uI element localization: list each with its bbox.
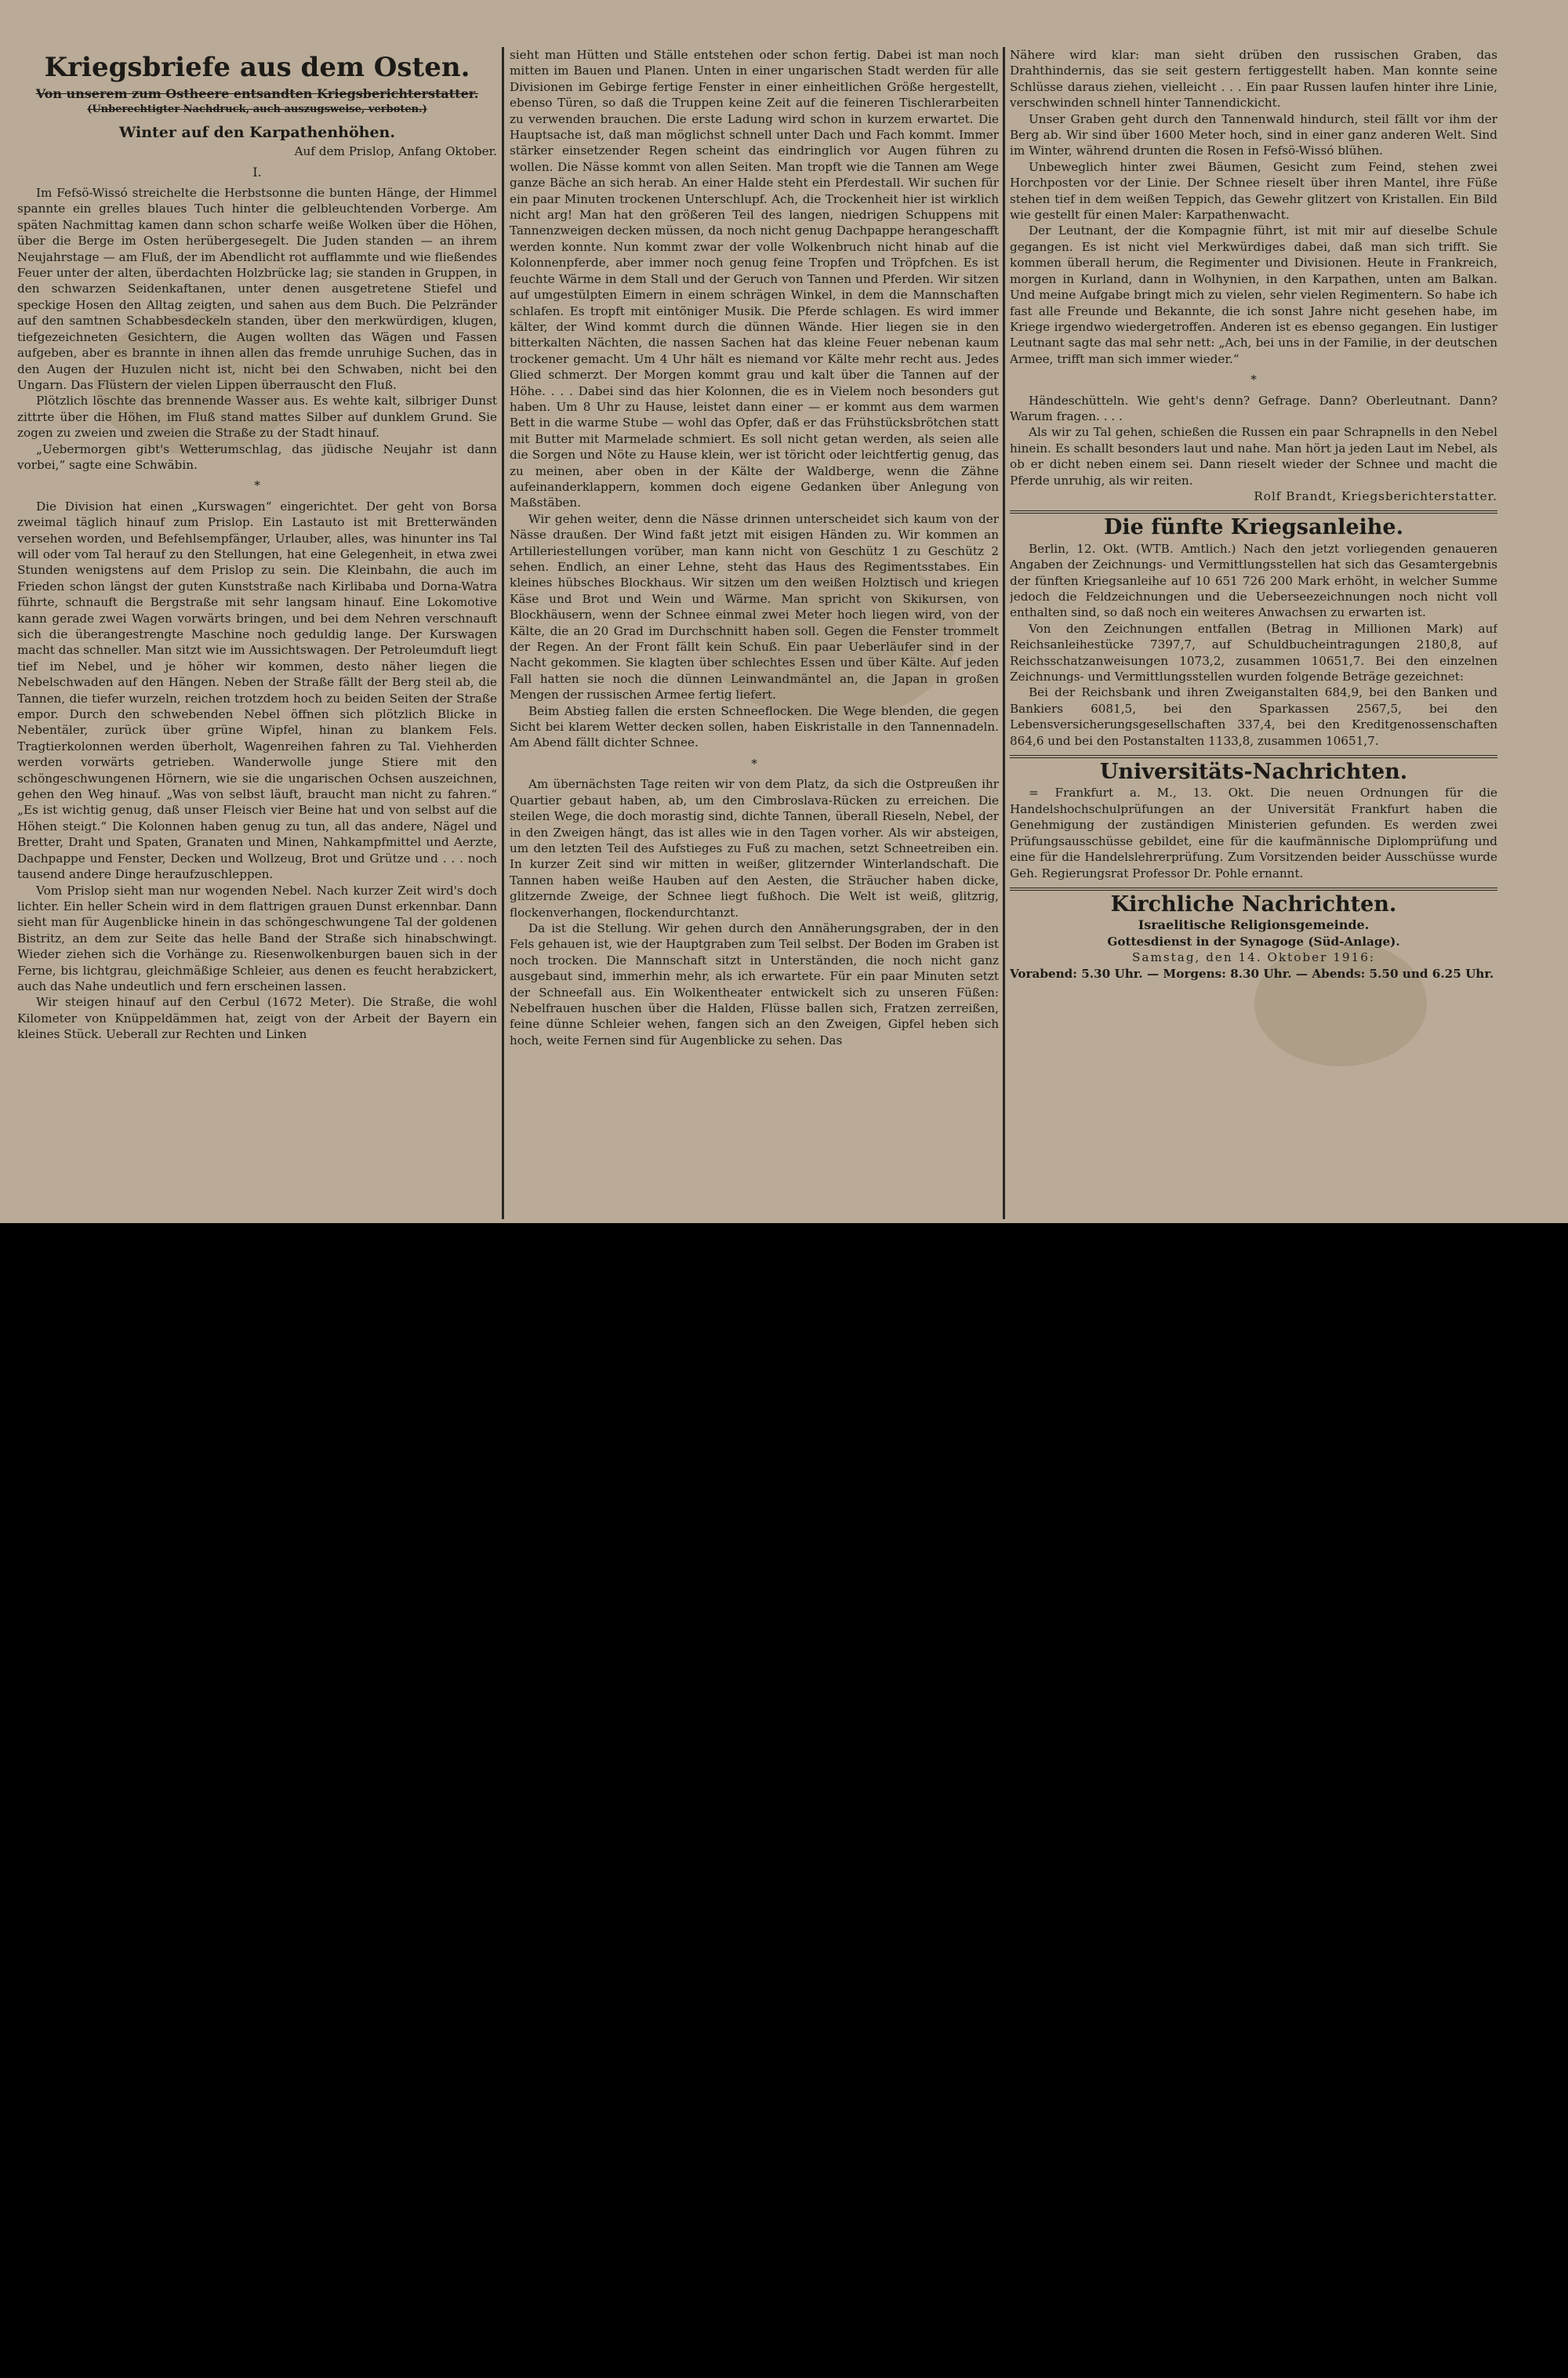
paragraph: Wir steigen hinauf auf den Cerbul (1672 Meter). Die Straße, die wohl Kilometer von Knüppeldämmen hat, zeigt von der Arbeit der Bayern ein kleines Stück. Ueberall zur Rechten und Linken: [17, 995, 497, 1042]
paragraph: sieht man Hütten und Ställe entstehen oder schon fertig. Dabei ist man noch mitten im Bauen und Planen. Unten in einer ungarischen Stadt werden für alle Divisionen im Gebirge fertige Fenster in einer einheitlichen Größe hergestellt, ebenso Türen, so daß die Truppen keine Zeit auf die feineren Tischlerarbeiten zu verwenden brauchen. Die erste Ladung wird schon in kurzem erwartet. Die Hauptsache ist, daß man möglichst schnell unter Dach und Fach kommt. Immer stärker einsetzender Regen scheint das eindringlich vor Augen führen zu wollen. Die Nässe kommt von allen Seiten. Man tropft wie die Tannen am Wege ganze Bäche an sich herab. An einer Halde steht ein Pferdestall. Wir suchen für ein paar Minuten trockenen Unterschlupf. Ach, die Trockenheit hier ist wirklich nicht arg! Man hat den größeren Teil des langen, niedrigen Schuppens mit Tannenzweigen decken müssen, da noch nicht genug Dachpappe herangeschafft werden konnte. Nun kommt zwar der volle Wolkenbruch nicht hinab auf die Kolonnenpferde, aber immer noch genug feine Tropfen und Tröpfchen. Es ist feuchte Wärme in dem Stall und der Geruch von Tannen und Pferden. Wir sitzen auf umgestülpten Eimern in einem schrägen Winkel, in dem die Mannschaften schlafen. Es tropft mit eintöniger Musik. Die Pferde schlagen. Es wird immer kälter, der Wind kommt durch die dünnen Wände. Hier liegen sie in den bitterkalten Nächten, die nassen Sachen hat das kleine Feuer nebenan kaum trockener gemacht. Um 4 Uhr hält es niemand vor Kälte mehr recht aus. Jedes Glied schmerzt. Der Morgen kommt grau und kalt über die Tannen auf der Höhe. . . . Dabei sind das hier Kolonnen, die es in Vielem noch besonders gut haben. Um 8 Uhr zu Hause, leistet dann einer — er kommt aus dem warmen Bett in die warme Stube — wohl das Opfer, daß er das Frühstücksbrötchen statt mit Butter mit Marmelade schmiert. Es soll nicht getan werden, als seien alle die Sorgen und Nöte zu Hause klein, wer ist töricht oder leichtfertig genug, das zu meinen, aber oben in der Kälte der Waldberge, wenn die Zähne aufeinanderklappern, kommen doch eigene Gedanken über Anlegung von Maßstäben.: [510, 48, 999, 510]
section-separator: *: [254, 478, 260, 493]
article-heading: Winter auf den Karpathenhöhen.: [119, 123, 395, 141]
part-number: I.: [252, 164, 262, 180]
service-date: Samstag, den 14. Oktober 1916:: [1132, 950, 1375, 965]
paragraph: Händeschütteln. Wie geht's denn? Gefrage. Dann? Oberleutnant. Dann? Warum fragen. . . .: [1010, 393, 1497, 423]
column-rule: [1003, 47, 1005, 1219]
paragraph: = Frankfurt a. M., 13. Okt. Die neuen Ordnungen für die Handelshochschulprüfungen an der Universität Frankfurt haben die Genehmigung der zuständigen Ministerien gefunden. Es werden zwei Prüfungsausschüsse gebildet, eine für die kaufmännische Diplomprüfung und eine für die Handelslehrerprüfung. Zum Vorsitzenden beider Ausschüsse wurde Geh. Regierungsrat Professor Dr. Pohle ernannt.: [1010, 786, 1497, 880]
column-2: [510, 47, 999, 1219]
article-byline: Von unserem zum Ostheere entsandten Kriegsberichterstatter.: [35, 86, 479, 101]
article-title: Kriegsbriefe aus dem Osten.: [44, 52, 470, 83]
paragraph: Unbeweglich hinter zwei Bäumen, Gesicht zum Feind, stehen zwei Horchposten vor der Linie. Der Schnee rieselt über ihren Mantel, ihre Füße stehen tief in dem weißen Teppich, das Gewehr glitzert von Kristallen. Ein Bild wie gestellt für einen Maler: Karpathenwacht.: [1010, 159, 1497, 223]
section-separator: *: [751, 756, 757, 771]
paragraph: Nähere wird klar: man sieht drüben den russischen Graben, das Drahthindernis, das sie seit gestern fertiggestellt haben. Man konnte seine Schlüsse daraus ziehen, vielleicht . . . Ein paar Russen laufen hinter ihre Linie, verschwinden schnell hinter Tannendickicht.: [1010, 48, 1497, 111]
section-rule: [1010, 755, 1497, 758]
paragraph: Von den Zeichnungen entfallen (Betrag in Millionen Mark) auf Reichsanleihestücke 7397,7, auf Schuldbucheintragungen 2180,8, auf Reichsschatzanweisungen 1073,2, zusammen 10651,7. Bei den einzelnen Zeichnungs- und Vermittlungsstellen wurden folgende Beträge gezeichnet:: [1010, 621, 1497, 684]
paragraph: Der Leutnant, der die Kompagnie führt, ist mit mir auf dieselbe Schule gegangen. Es ist nicht viel Merkwürdiges dabei, daß man sich trifft. Sie kommen überall herum, die Regimenter und Divisionen. Heute in Frankreich, morgen in Kurland, dann in Wolhynien, in den Karpathen, unten am Balkan. Und meine Aufgabe bringt mich zu vielen, sehr vielen Regimentern. So habe ich fast alle Freunde und Bekannte, die ich sonst Jahre nicht gesehen habe, im Kriege irgendwo wiedergetroffen. Anderen ist es ebenso gegangen. Ein lustiger Leutnant sagte das mal sehr nett: „Ach, bei uns in der Familie, in der deutschen Armee, trifft man sich immer wieder.“: [1010, 223, 1497, 366]
service-times: Vorabend: 5.30 Uhr. — Morgens: 8.30 Uhr. — Abends: 5.50 und 6.25 Uhr.: [1010, 966, 1494, 981]
paragraph: Die Division hat einen „Kurswagen“ eingerichtet. Der geht von Borsa zweimal täglich hinauf zum Prislop. Ein Lastauto ist mit Bretterwänden versehen worden, und Befehlsempfänger, Urlauber, alles, was hinunter ins Tal will oder vom Tal herauf zu den Stellungen, hat eine Gelegenheit, in etwa zwei Stunden wenigstens auf dem Prislop zu sein. Die Kleinbahn, die auch im Frieden schon längst der guten Kunststraße nach Kirlibaba und Dorna-Watra führte, schnauft die Bergstraße mit sehr langsam hinauf. Eine Lokomotive kann gerade zwei Wagen vorwärts bringen, und bei dem Nehren verschnauft sich die überangestrengte Maschine noch geduldig lange. Der Kurswagen macht das schneller. Man sitzt wie im Aussichtswagen. Der Petroleumduft liegt tief im Nebel, und je höher wir kommen, desto näher liegen die Nebelschwaden auf den Hängen. Neben der Straße fällt der Berg steil ab, die Tannen, die tiefer wurzeln, reichen trotzdem hoch zu beiden Seiten der Straße empor. Durch den schwebenden Nebel öffnen sich plötzlich Blicke in Nebentäler, zurück über grüne Wipfel, hinan zu blankem Fels. Tragtierkolonnen werden überholt, Wagenreihen fahren zu Tal. Viehherden werden vorwärts getrieben. Wanderwolle junge Stiere mit den schöngeschwungenen Hörnern, wie sie die ungarischen Ochsen auszeichnen, gehen den Weg hinauf. „Was von selbst läuft, braucht man nicht zu fahren.“ „Es ist wichtig genug, daß unser Fleisch vier Beine hat und von selbst auf die Höhen steigt.“ Die Kolonnen haben genug zu tun, all das andere, Nägel und Bretter, Draht und Spaten, Granaten und Minen, Nahkampfmittel und Aerzte, Dachpappe und Fenster, Decken und Wollzeug, Brot und Grütze und . . . noch tausend andere Dinge heraufzuschleppen.: [17, 499, 497, 882]
paragraph: Im Fefsö-Wissó streichelte die Herbstsonne die bunten Hänge, der Himmel spannte ein grelles blaues Tuch hinter die gelbleuchtenden Vorberge. Am späten Nachmittag kamen dann schon scharfe weiße Wolken über die Höhen, über die Berge im Osten herübergesegelt. Die Juden standen — an ihrem Neujahrstage — am Fluß, der im Abendlicht rot aufflammte und wie fließendes Feuer unter der alten, überdachten Holzbrücke lag; sie standen in Gruppen, in den schwarzen Seidenkaftanen, unter denen ausgetretene Stiefel und speckige Hosen den Alltag zeigten, und sahen aus dem Buch. Die Pelzränder auf den samtnen Schabbesdeckeln standen, über den merkwürdigen, klugen, tiefgezeichneten Gesichtern, die Augen wollten das Wägen und Fassen aufgeben, aber es brannte in ihnen allen das fremde unruhige Suchen, das in den Augen der Huzulen nicht ist, nicht bei den Schwaben, nicht bei den Ungarn. Das Flüstern der vielen Lippen überrauscht den Fluß.: [17, 186, 497, 392]
paragraph: Vom Prislop sieht man nur wogenden Nebel. Nach kurzer Zeit wird's doch lichter. Ein heller Schein wird in dem flattrigen grauen Dunst erkennbar. Dann sieht man für Augenblicke hinein in das schöngeschwungene Tal der goldenen Bistritz, an dem zur Seite das helle Band der Straße sich hinabschwingt. Wieder ziehen sich die Vorhänge zu. Riesenwolkenburgen bauen sich in der Ferne, bis lichtgrau, gleichmäßige Schleier, aus denen es feucht herabzickert, auch das Nahe undeutlich und fern erscheinen lassen.: [17, 883, 497, 993]
paragraph: Bei der Reichsbank und ihren Zweiganstalten 684,9, bei den Banken und Bankiers 6081,5, bei den Sparkassen 2567,5, bei den Lebensversicherungsgesellschaften 337,4, bei den Kreditgenossenschaften 864,6 und bei den Postanstalten 1133,8, zusammen 10651,7.: [1010, 685, 1497, 748]
article-title: Die fünfte Kriegsanleihe.: [1103, 515, 1404, 540]
paragraph: „Uebermorgen gibt's Wetterumschlag, das jüdische Neujahr ist dann vorbei,“ sagte eine Schwäbin.: [17, 441, 497, 472]
dateline: Auf dem Prislop, Anfang Oktober.: [294, 144, 497, 159]
reprint-notice: (Unberechtigter Nachdruck, auch auszugsweise, verboten.): [87, 103, 427, 116]
paragraph: Da ist die Stellung. Wir gehen durch den Annäherungsgraben, der in den Fels gehauen ist, wie der Hauptgraben zum Teil selbst. Der Boden im Graben ist noch trocken. Die Mannschaft sitzt in Unterständen, die noch nicht ganz ausgebaut sind, immerhin mehr, als ich erwartete. Für ein paar Minuten setzt der Schneefall aus. Ein Wolkentheater entwickelt sich zu unseren Füßen: Nebelfrauen huschen über die Halden, Flüsse ballen sich, Fratzen zerreißen, feine dünne Schleier wehen, fangen sich an den Zweigen, Gipfel heben sich hoch, weite Fernen sind für Augenblicke zu sehen. Das: [510, 920, 999, 1047]
paragraph: Als wir zu Tal gehen, schießen die Russen ein paar Schrapnells in den Nebel hinein. Es schallt besonders laut und nahe. Man hört ja jeden Laut im Nebel, als ob er dicht neben einem sei. Dann rieselt wieder der Schnee und macht die Pferde unruhig, als wir reiten.: [1010, 425, 1497, 488]
paragraph: Berlin, 12. Okt. (WTB. Amtlich.) Nach den jetzt vorliegenden genaueren Angaben der Zeichnungs- und Vermittlungsstellen hat sich das Gesamtergebnis der fünften Kriegsanleihe auf 10 651 726 200 Mark erhöht, in welcher Summe jedoch die Feldzeichnungen und die Ueberseezeichnungen noch nicht voll enthalten sind, so daß noch ein weiteres Anwachsen zu erwarten ist.: [1010, 541, 1497, 620]
paragraph: Am übernächsten Tage reiten wir von dem Platz, da sich die Ostpreußen ihr Quartier gebaut haben, ab, um den Cimbroslava-Rücken zu erreichen. Die steilen Wege, die doch morastig sind, dichte Tannen, überall Rieseln, Nebel, der in den Zweigen hängt, das ist alles wie in den Tagen vorher. Als wir absteigen, um den letzten Teil des Aufstieges zu Fuß zu machen, setzt Schneetreiben ein. In kurzer Zeit sind wir mitten in weißer, glitzernder Winterlandschaft. Die Tannen haben weiße Hauben auf den Aesten, die Sträucher haben dicke, glitzernde Zweige, der Schnee liegt fußhoch. Die Welt ist weiß, glitzrig, flockenverhangen, flockendurchtanzt.: [510, 777, 999, 920]
column-3: [1010, 47, 1497, 1219]
service-location: Gottesdienst in der Synagoge (Süd-Anlage).: [1107, 934, 1400, 949]
article-title: Universitäts-Nachrichten.: [1099, 760, 1408, 785]
paragraph: Wir gehen weiter, denn die Nässe drinnen unterscheidet sich kaum von der Nässe draußen. Der Wind faßt jetzt mit eisigen Händen zu. Wir kommen an Artilleriestellungen vorüber, man kann nicht von Geschütz 1 zu Geschütz 2 sehen. Endlich, an einer Lehne, steht das Haus des Regimentsstabes. Ein kleines hübsches Blockhaus. Wir sitzen um den weißen Holztisch und kriegen Käse und Brot und Wein und Wärme. Man spricht von Skikursen, von Blockhäusern, wenn der Schnee einmal zwei Meter hoch liegen wird, von der Kälte, die an 20 Grad im Durchschnitt haben soll. Gegen die Fenster trommelt der Regen. An der Front fällt kein Schuß. Ein paar Ueberläufer sind in der Nacht gekommen. Sie klagten über schlechtes Essen und über Kälte. Auf jeden Fall hatten sie noch die dünnen Leinwandmäntel an, die Japan in großen Mengen der russischen Armee fertig liefert.: [510, 511, 999, 703]
article-title: Kirchliche Nachrichten.: [1110, 891, 1397, 917]
author-signature: Rolf Brandt, Kriegsberichterstatter.: [1254, 488, 1497, 503]
article-subtitle: Israelitische Religionsgemeinde.: [1138, 917, 1370, 933]
column-1: [17, 47, 497, 1219]
section-rule: [1010, 888, 1497, 891]
paragraph: Plötzlich löschte das brennende Wasser aus. Es wehte kalt, silbriger Dunst zittrte über die Höhen, im Fluß stand mattes Silber auf dunklem Grund. Sie zogen zu zweien und zweien die Straße zu der Stadt hinauf.: [17, 394, 497, 441]
paragraph: Beim Abstieg fallen die ersten Schneeflocken. Die Wege blenden, die gegen Sicht bei klarem Wetter decken sollen, haben Eiskristalle in den Tannennadeln. Am Abend fällt dichter Schnee.: [510, 703, 999, 750]
section-separator: *: [1250, 372, 1257, 387]
paragraph: Unser Graben geht durch den Tannenwald hindurch, steil fällt vor ihm der Berg ab. Wir sind über 1600 Meter hoch, sind in einer ganz anderen Welt. Sind im Winter, während drunten die Rosen in Fefsö-Wissó blühen.: [1010, 111, 1497, 158]
section-rule: [1010, 510, 1497, 514]
column-rule: [502, 47, 504, 1219]
